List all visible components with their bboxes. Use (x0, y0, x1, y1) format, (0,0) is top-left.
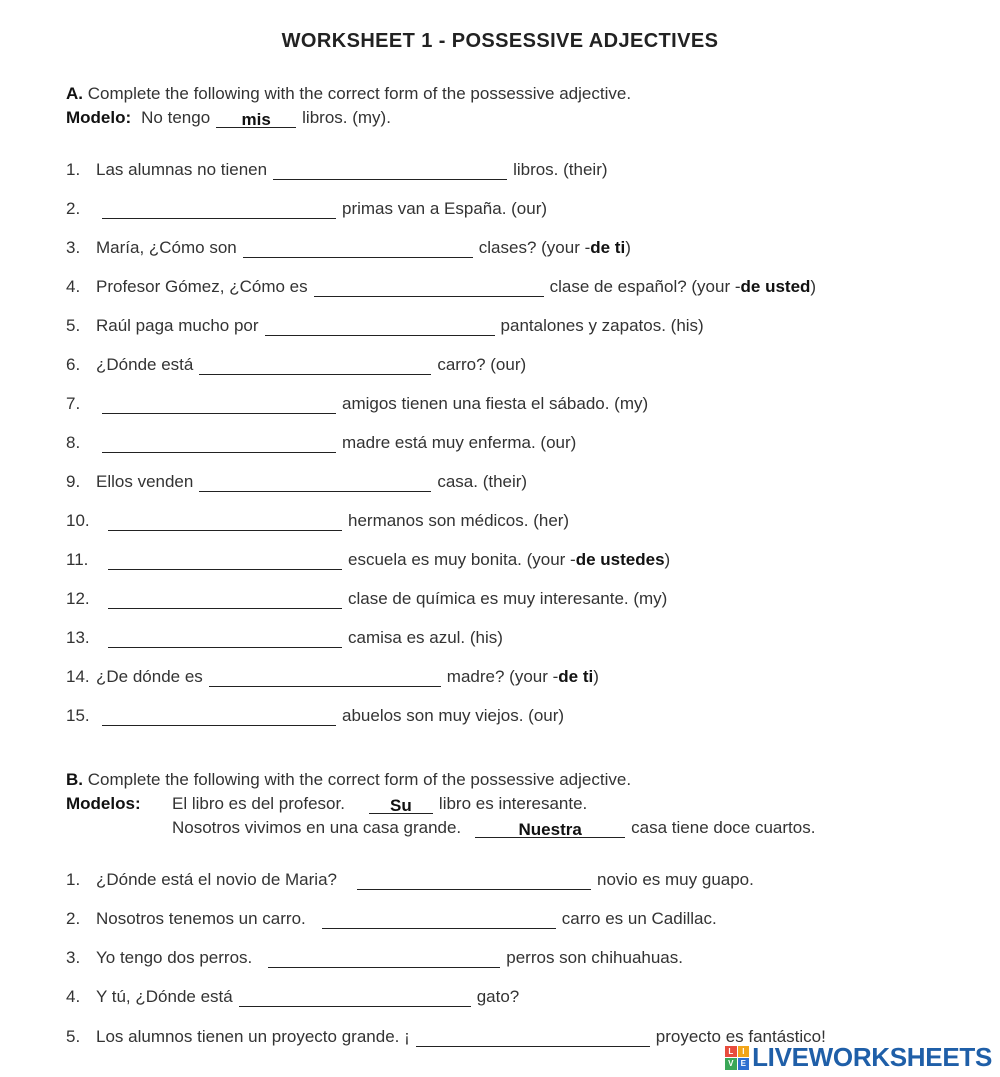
item-text-before: Las alumnas no tienen (96, 160, 268, 179)
answer-blank[interactable] (108, 630, 342, 648)
section-a-model-answer: mis (216, 110, 296, 128)
item-text-after: casa. (their) (437, 472, 528, 491)
item-text-before: ¿Dónde está el novio de Maria? (96, 870, 337, 889)
section-a-model-after: libros. (my). (302, 108, 391, 127)
section-b-letter: B. (66, 770, 83, 789)
item-text-end: ) (664, 550, 671, 569)
section-a-model (66, 108, 391, 128)
item-text-before: ¿De dónde es (96, 667, 203, 686)
item-text-after: pantalones y zapatos. (his) (500, 316, 704, 335)
item-a-2 (66, 199, 547, 219)
item-number: 10. (66, 511, 90, 530)
item-a-8 (66, 433, 576, 453)
item-a-10 (66, 511, 569, 531)
item-number: 3. (66, 238, 81, 257)
item-number: 3. (66, 948, 81, 967)
section-b-instruction (66, 770, 631, 790)
item-b-5 (66, 1027, 826, 1047)
answer-blank[interactable] (243, 240, 473, 258)
item-a-13 (66, 628, 503, 648)
item-a-14 (66, 667, 599, 687)
item-text-after: escuela es muy bonita. (your - (348, 550, 576, 569)
item-text-before: Los alumnos tienen un proyecto grande. ¡ (96, 1027, 410, 1046)
item-text-before: ¿Dónde está (96, 355, 194, 374)
item-a-6 (66, 355, 526, 375)
item-a-12 (66, 589, 667, 609)
item-b-1 (66, 870, 754, 890)
answer-blank[interactable] (239, 989, 471, 1007)
item-number: 12. (66, 589, 90, 608)
liveworksheets-text: LIVEWORKSHEETS (752, 1042, 992, 1072)
item-text-before: Nosotros tenemos un carro. (96, 909, 306, 928)
item-text-after: carro es un Cadillac. (561, 909, 717, 928)
answer-blank[interactable] (102, 708, 336, 726)
item-number: 13. (66, 628, 90, 647)
answer-blank[interactable] (322, 911, 556, 929)
answer-blank[interactable] (357, 872, 591, 890)
page-title: WORKSHEET 1 - POSSESSIVE ADJECTIVES (281, 30, 719, 52)
item-text-before: Profesor Gómez, ¿Cómo es (96, 277, 308, 296)
logo-tile-i: I (738, 1046, 750, 1058)
item-text-after: clase de química es muy interesante. (my) (348, 589, 668, 608)
item-number: 1. (66, 870, 81, 889)
item-text-before: Yo tengo dos perros. (96, 948, 253, 967)
answer-blank[interactable] (199, 357, 431, 375)
item-number: 9. (66, 472, 81, 491)
item-number: 15. (66, 706, 90, 725)
item-text-end: ) (625, 238, 631, 257)
section-a-instruction (66, 84, 631, 104)
section-b-model1-after: libro es interesante. (438, 794, 588, 813)
item-text-before: Raúl paga mucho por (96, 316, 259, 335)
item-number: 14. (66, 667, 90, 686)
item-number: 5. (66, 316, 81, 335)
answer-blank[interactable] (416, 1029, 650, 1047)
item-number: 4. (66, 987, 81, 1006)
item-number: 1. (66, 160, 81, 179)
item-text-end: ) (593, 667, 599, 686)
item-b-3 (66, 948, 683, 968)
answer-blank[interactable] (102, 435, 336, 453)
item-text-after: camisa es azul. (his) (348, 628, 503, 647)
item-text-after: novio es muy guapo. (596, 870, 754, 889)
logo-tile-e: E (738, 1058, 750, 1070)
item-a-7 (66, 394, 648, 414)
item-a-5 (66, 316, 704, 336)
item-text-before: Ellos venden (96, 472, 194, 491)
liveworksheets-logo-icon (725, 1046, 749, 1070)
item-text-before: María, ¿Cómo son (96, 238, 237, 257)
answer-blank[interactable] (314, 279, 544, 297)
item-number: 8. (66, 433, 81, 452)
item-bold-hint: de ustedes (575, 550, 665, 569)
item-text-after: carro? (our) (437, 355, 527, 374)
section-b-model-label: Modelos: (66, 794, 141, 813)
item-number: 6. (66, 355, 81, 374)
item-a-3 (66, 238, 631, 258)
section-a-model-before: No tengo (141, 108, 211, 127)
section-b-model-2 (172, 818, 815, 838)
logo-tile-l: L (725, 1046, 737, 1058)
item-text-end: ) (810, 277, 817, 296)
item-text-after: madre está muy enferma. (our) (342, 433, 577, 452)
section-a-model-label: Modelo: (66, 108, 132, 127)
section-b-instruction-text: Complete the following with the correct form of the possessive adjective. (87, 770, 632, 789)
answer-blank[interactable] (108, 513, 342, 531)
answer-blank[interactable] (108, 591, 342, 609)
item-number: 11. (66, 550, 89, 569)
item-text-after: libros. (their) (513, 160, 608, 179)
liveworksheets-watermark[interactable] (725, 1042, 992, 1073)
item-number: 2. (66, 199, 81, 218)
answer-blank[interactable] (199, 474, 431, 492)
item-text-after: perros son chihuahuas. (506, 948, 683, 967)
section-b-model1-before: El libro es del profesor. (172, 794, 345, 813)
item-number: 2. (66, 909, 81, 928)
item-bold-hint: de ti (558, 667, 594, 686)
item-b-2 (66, 909, 717, 929)
item-text-after: amigos tienen una fiesta el sábado. (my) (342, 394, 649, 413)
item-text-after: madre? (your - (446, 667, 559, 686)
item-text-after: hermanos son médicos. (her) (348, 511, 570, 530)
item-a-9 (66, 472, 527, 492)
answer-blank[interactable] (108, 552, 342, 570)
item-a-15 (66, 706, 564, 726)
section-b-model2-answer: Nuestra (475, 820, 625, 838)
section-b-model2-after: casa tiene doce cuartos. (631, 818, 816, 837)
answer-blank[interactable] (102, 396, 336, 414)
section-a-letter: A. (66, 84, 83, 103)
section-b-model-1 (66, 794, 587, 814)
section-b-model1-answer: Su (369, 796, 433, 814)
item-a-1 (66, 160, 608, 180)
item-bold-hint: de usted (740, 277, 811, 296)
item-number: 5. (66, 1027, 81, 1046)
item-text-after: clase de español? (your - (549, 277, 741, 296)
item-text-after: primas van a España. (our) (342, 199, 548, 218)
answer-blank[interactable] (268, 950, 500, 968)
answer-blank[interactable] (102, 201, 336, 219)
answer-blank[interactable] (265, 318, 495, 336)
item-text-after: clases? (your - (478, 238, 591, 257)
item-bold-hint: de ti (590, 238, 626, 257)
item-a-11 (66, 550, 670, 570)
logo-tile-v: V (725, 1058, 737, 1070)
item-b-4 (66, 987, 519, 1007)
item-a-4 (66, 277, 816, 297)
item-number: 4. (66, 277, 81, 296)
item-text-before: Y tú, ¿Dónde está (96, 987, 233, 1006)
answer-blank[interactable] (273, 162, 507, 180)
section-b-model2-before: Nosotros vivimos en una casa grande. (172, 818, 462, 837)
item-number: 7. (66, 394, 81, 413)
section-a-instruction-text: Complete the following with the correct form of the possessive adjective. (87, 84, 632, 103)
answer-blank[interactable] (209, 669, 441, 687)
item-text-after: abuelos son muy viejos. (our) (342, 706, 565, 725)
item-text-after: gato? (476, 987, 520, 1006)
item-text-after: proyecto es fantástico! (655, 1027, 826, 1046)
